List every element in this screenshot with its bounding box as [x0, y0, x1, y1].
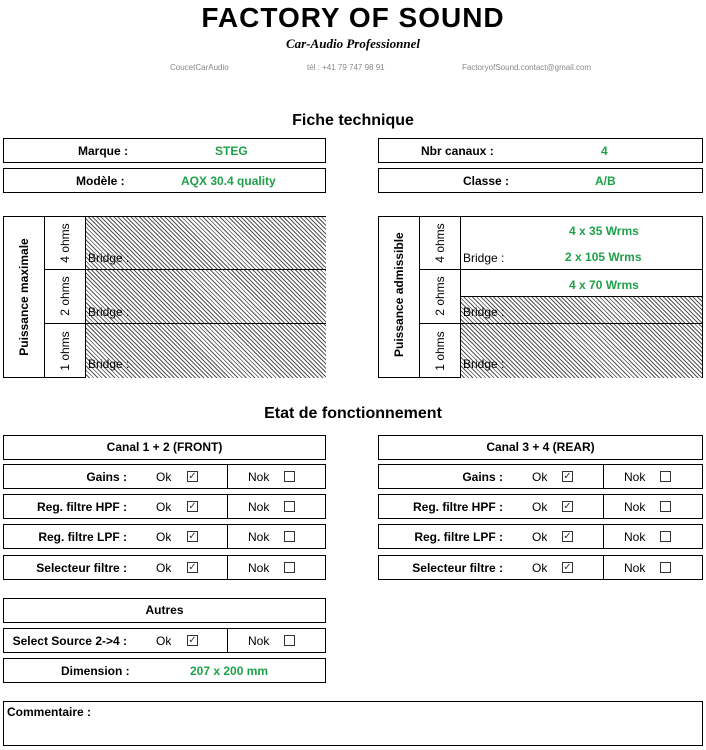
fiche-title: Fiche technique: [292, 112, 414, 129]
canaux-row: [378, 138, 703, 163]
puissance-adm-bridge-4: Bridge :: [463, 251, 505, 265]
front-selecteur-label: Selecteur filtre :: [36, 561, 127, 575]
ok-label: Ok: [532, 561, 548, 575]
nok-checkbox[interactable]: [284, 501, 295, 512]
rear-gains-label: Gains :: [462, 470, 503, 484]
modele-value: AQX 30.4 quality: [181, 174, 276, 188]
rear-row-gains[interactable]: [378, 464, 703, 489]
nok-checkbox[interactable]: [284, 635, 295, 646]
puissance-adm-value-2: 4 x 70 Wrms: [569, 278, 639, 292]
nok-label: Nok: [248, 500, 270, 514]
ok-label: Ok: [156, 500, 172, 514]
front-header: Canal 1 + 2 (FRONT): [3, 435, 326, 460]
etat-title: Etat de fonctionnement: [264, 405, 442, 422]
ok-checkbox[interactable]: ✓: [563, 471, 572, 482]
puissance-max-bridge-4: Bridge :: [88, 251, 130, 265]
contact-name: CoucetCarAudio: [170, 63, 229, 72]
commentaire-box[interactable]: [3, 701, 703, 746]
rear-row-lpf[interactable]: [378, 524, 703, 549]
puissance-max-ohms-4: 4 ohms: [58, 223, 72, 263]
rear-selecteur-label: Selecteur filtre :: [412, 561, 503, 575]
ok-checkbox[interactable]: ✓: [188, 562, 197, 573]
puissance-adm-bridge-1: Bridge :: [463, 357, 505, 371]
nok-label: Nok: [248, 634, 270, 648]
marque-row: [3, 138, 326, 163]
ok-checkbox[interactable]: ✓: [563, 501, 572, 512]
nok-label: Nok: [248, 561, 270, 575]
autres-row-select-source[interactable]: [3, 628, 326, 653]
ok-label: Ok: [532, 530, 548, 544]
rear-row-hpf[interactable]: [378, 494, 703, 519]
ok-checkbox[interactable]: ✓: [188, 635, 197, 646]
contact-email: FactoryofSound.contact@gmail.com: [462, 63, 592, 72]
puissance-adm-ohms-4: 4 ohms: [433, 223, 447, 263]
classe-label: Classe :: [463, 174, 510, 188]
puissance-max-title: Puissance maximale: [17, 238, 31, 356]
front-row-selecteur[interactable]: [3, 555, 326, 580]
nok-label: Nok: [624, 470, 646, 484]
puissance-adm-table: [378, 216, 703, 378]
modele-label: Modèle :: [76, 174, 125, 188]
ok-checkbox[interactable]: ✓: [563, 531, 572, 542]
puissance-adm-bridge-value-4: 2 x 105 Wrms: [565, 250, 642, 264]
select-source-label: Select Source 2->4 :: [12, 634, 127, 648]
nok-checkbox[interactable]: [660, 471, 671, 482]
puissance-max-bridge-2: Bridge :: [88, 305, 130, 319]
puissance-max-table: [3, 216, 326, 378]
rear-lpf-label: Reg. filtre LPF :: [414, 530, 503, 544]
front-row-lpf[interactable]: [3, 524, 326, 549]
puissance-max-bridge-1: Bridge :: [88, 357, 130, 371]
canaux-label: Nbr canaux :: [421, 144, 494, 158]
front-hpf-label: Reg. filtre HPF :: [36, 500, 127, 514]
autres-header: Autres: [3, 598, 326, 623]
front-row-hpf[interactable]: [3, 494, 326, 519]
front-lpf-label: Reg. filtre LPF :: [38, 530, 127, 544]
ok-label: Ok: [532, 470, 548, 484]
classe-row: [378, 168, 703, 193]
ok-checkbox[interactable]: ✓: [188, 471, 197, 482]
brand-title: FACTORY OF SOUND: [201, 2, 505, 33]
commentaire-label: Commentaire :: [7, 705, 92, 719]
front-gains-label: Gains :: [86, 470, 127, 484]
ok-label: Ok: [532, 500, 548, 514]
nok-label: Nok: [624, 561, 646, 575]
nok-label: Nok: [624, 530, 646, 544]
nok-label: Nok: [248, 530, 270, 544]
puissance-adm-bridge-2: Bridge :: [463, 305, 505, 319]
nok-checkbox[interactable]: [284, 531, 295, 542]
nok-label: Nok: [624, 500, 646, 514]
ok-label: Ok: [156, 470, 172, 484]
puissance-adm-value-4: 4 x 35 Wrms: [569, 224, 639, 238]
ok-label: Ok: [156, 634, 172, 648]
marque-label: Marque :: [78, 144, 129, 158]
autres-row-dimension: [3, 658, 326, 683]
rear-hpf-label: Reg. filtre HPF :: [412, 500, 503, 514]
ok-label: Ok: [156, 530, 172, 544]
rear-header: Canal 3 + 4 (REAR): [378, 435, 703, 460]
marque-value: STEG: [215, 144, 248, 158]
ok-checkbox[interactable]: ✓: [188, 531, 197, 542]
canaux-value: 4: [601, 144, 608, 158]
nok-label: Nok: [248, 470, 270, 484]
nok-checkbox[interactable]: [660, 562, 671, 573]
ok-checkbox[interactable]: ✓: [563, 562, 572, 573]
ok-checkbox[interactable]: ✓: [188, 501, 197, 512]
ok-label: Ok: [156, 561, 172, 575]
nok-checkbox[interactable]: [660, 501, 671, 512]
brand-tagline: Car-Audio Professionnel: [286, 36, 420, 51]
nok-checkbox[interactable]: [660, 531, 671, 542]
puissance-max-ohms-2: 2 ohms: [58, 276, 72, 316]
front-row-gains[interactable]: [3, 464, 326, 489]
nok-checkbox[interactable]: [284, 562, 295, 573]
puissance-adm-title: Puissance admissible: [392, 232, 406, 357]
rear-row-selecteur[interactable]: [378, 555, 703, 580]
classe-value: A/B: [595, 174, 616, 188]
dimension-value: 207 x 200 mm: [190, 664, 269, 678]
modele-row: [3, 168, 326, 193]
dimension-label: Dimension :: [61, 664, 130, 678]
puissance-max-ohms-1: 1 ohms: [58, 331, 72, 371]
puissance-adm-ohms-2: 2 ohms: [433, 276, 447, 316]
puissance-adm-ohms-1: 1 ohms: [433, 331, 447, 371]
nok-checkbox[interactable]: [284, 471, 295, 482]
contact-phone: tél : +41 79 747 98 91: [307, 63, 385, 72]
